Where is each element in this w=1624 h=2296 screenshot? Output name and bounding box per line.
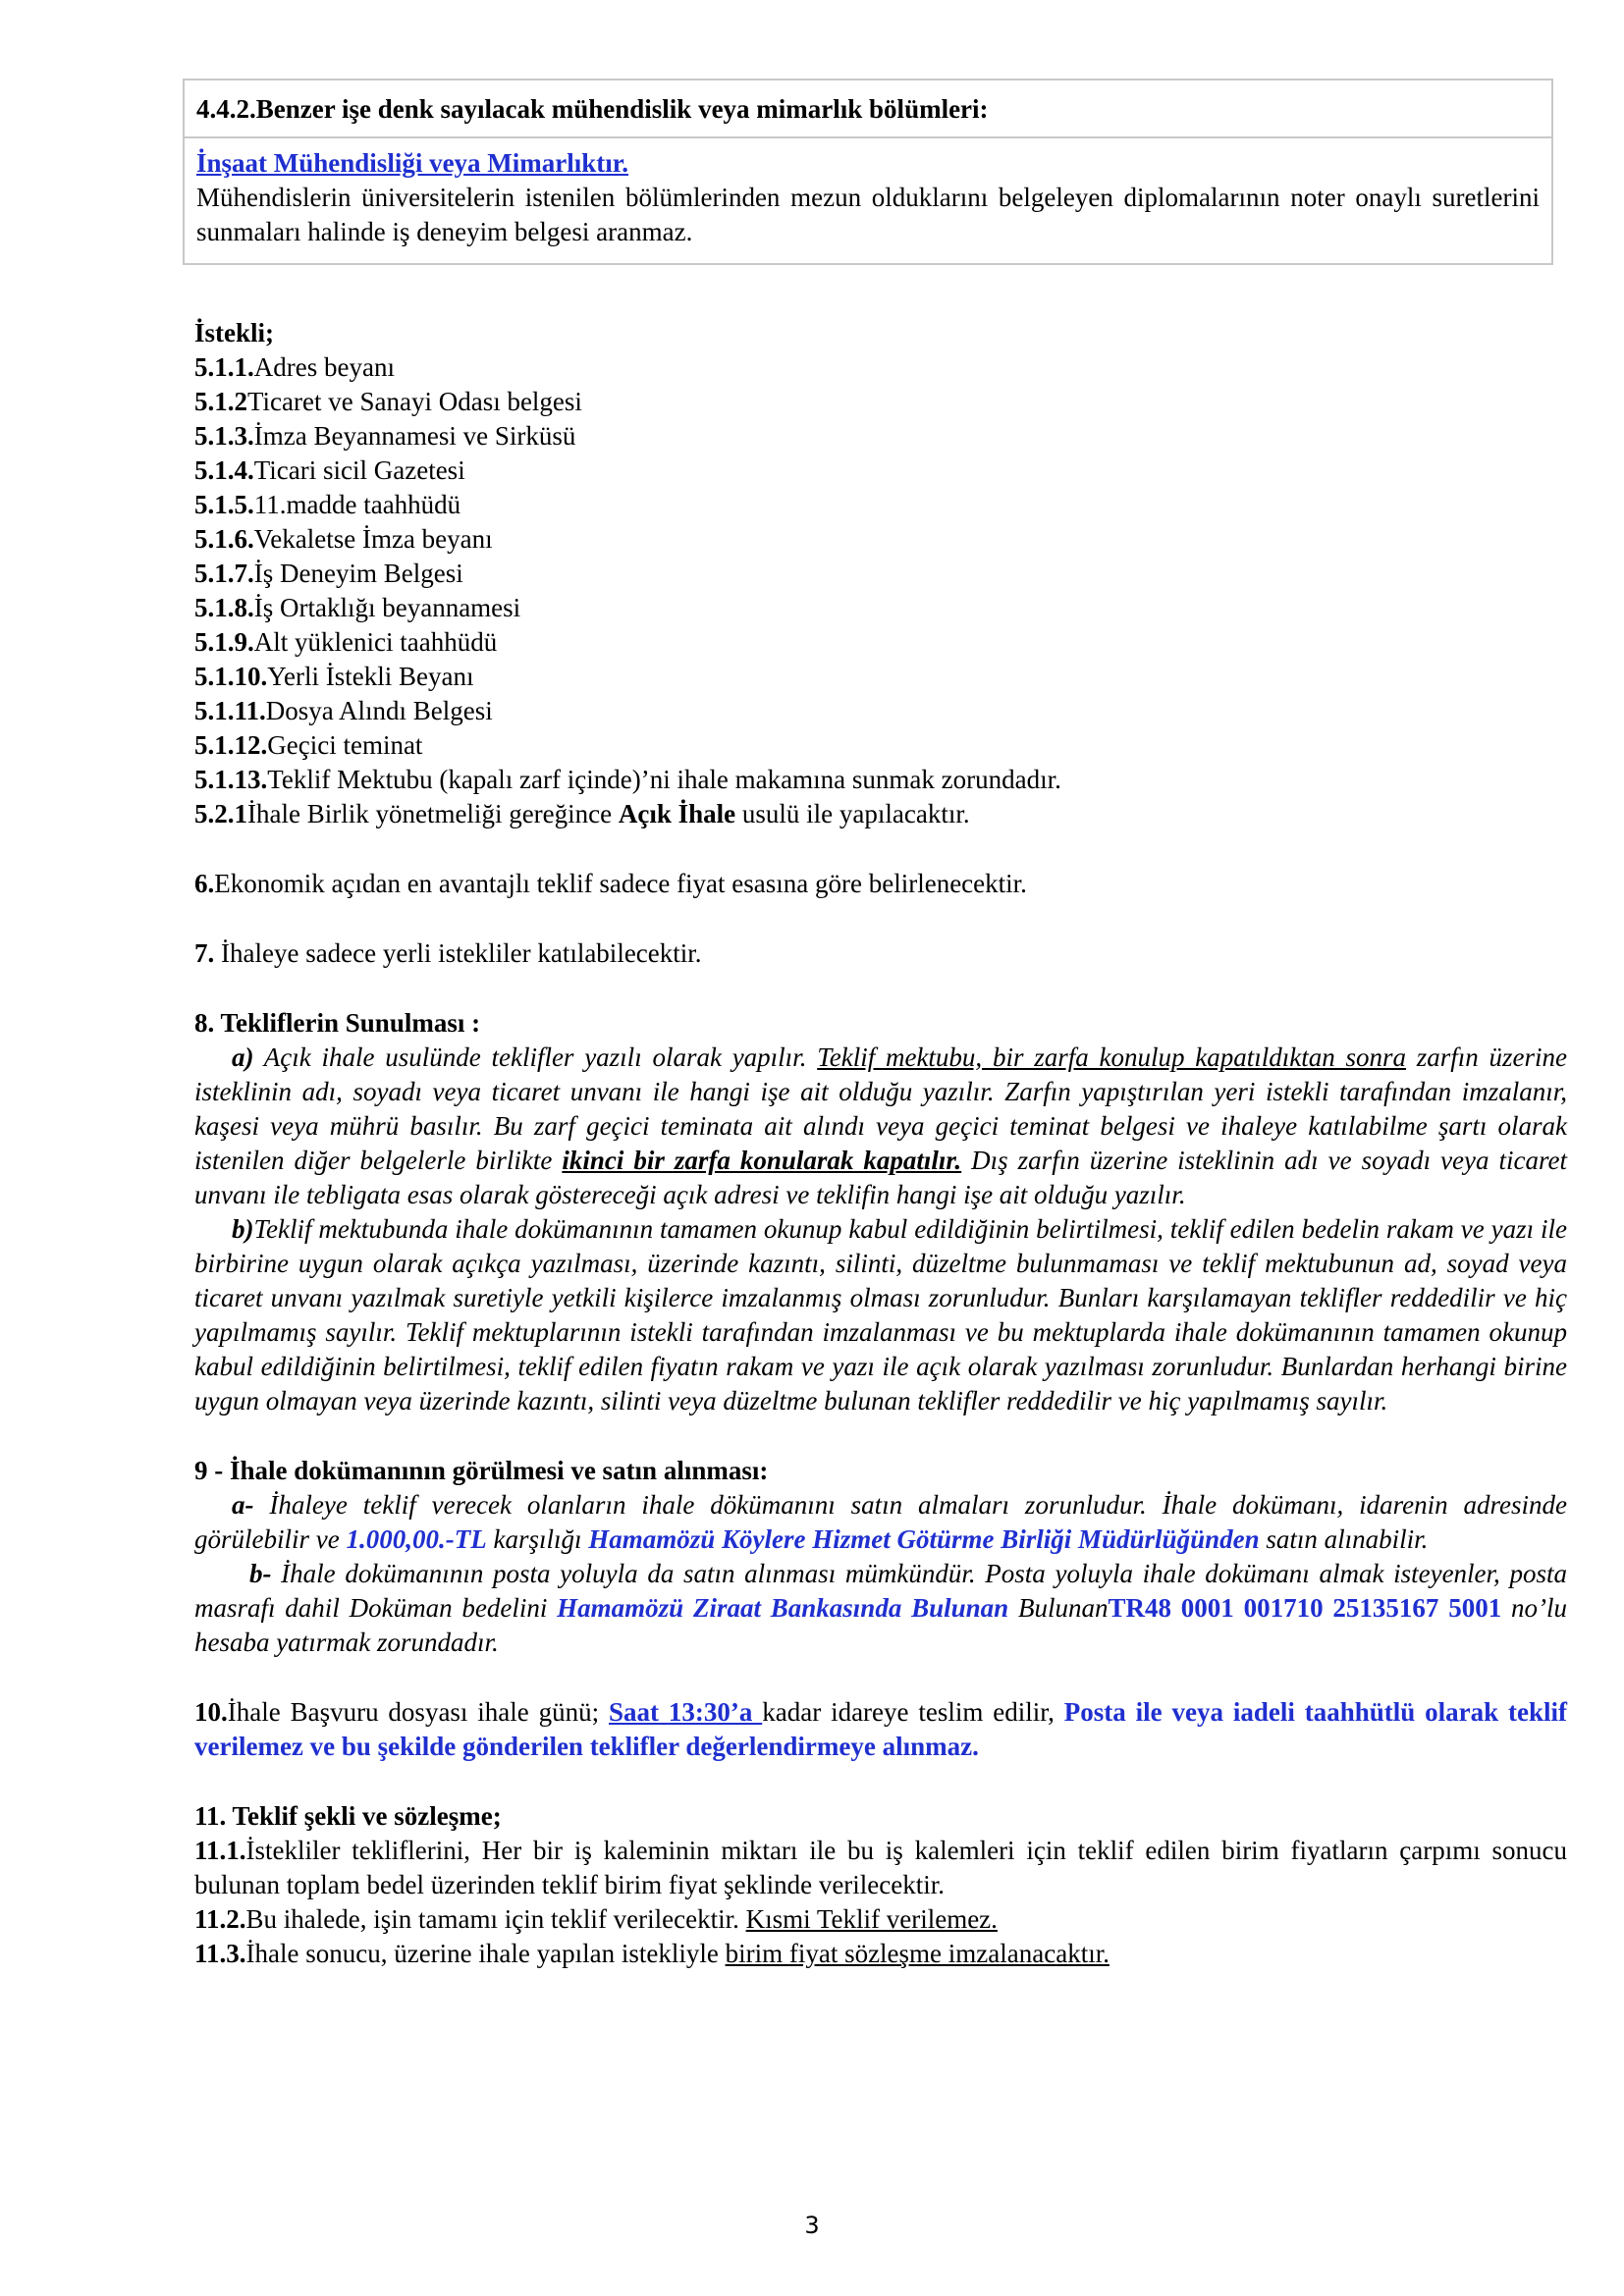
item-6: 6.Ekonomik açıdan en avantajlı teklif sadece fiyat esasına göre belirlenecektir. (194, 869, 1027, 898)
list-item: 5.1.12.Geçici teminat (194, 730, 423, 760)
item-11-3: 11.3.İhale sonucu, üzerine ihale yapılan istekliyle birim fiyat sözleşme imzalanacaktır. (194, 1939, 1110, 1968)
item-9-heading: 9 - İhale dokümanının görülmesi ve satın alınması: (194, 1456, 769, 1485)
list-item: 5.1.10.Yerli İstekli Beyanı (194, 662, 474, 691)
item-8-heading: 8. Tekliflerin Sunulması : (194, 1008, 481, 1038)
engineering-link[interactable]: İnşaat Mühendisliği veya Mimarlıktır. (196, 148, 629, 178)
deadline-time: Saat 13:30’a (609, 1697, 763, 1727)
item-11-2: 11.2.Bu ihalede, işin tamamı için teklif verilecektir. Kısmi Teklif verilemez. (194, 1904, 998, 1934)
list-item: 5.1.2Ticaret ve Sanayi Odası belgesi (194, 387, 582, 416)
list-item: 5.1.11.Dosya Alındı Belgesi (194, 696, 493, 725)
item-10: 10.İhale Başvuru dosyası ihale günü; Saat 13:30’a kadar idareye teslim edilir, Posta ile veya iadeli taahhütlü olarak teklif verilemez ve bu şekilde gönderilen teklifler değerlendirmeye alınmaz. (194, 1697, 1567, 1761)
section-442-box (183, 79, 1553, 265)
istekli-heading: İstekli; (194, 318, 274, 347)
item-7: 7. İhaleye sadece yerli istekliler katılabilecektir. (194, 938, 702, 968)
list-item: 5.1.7.İş Deneyim Belgesi (194, 559, 463, 588)
list-item: 5.1.6.Vekaletse İmza beyanı (194, 524, 493, 554)
section-442-body (185, 138, 1551, 263)
item-11-1: 11.1.İstekliler tekliflerini, Her bir iş kaleminin miktarı ile bu iş kalemleri için teklif edilen birim fiyatların çarpımı sonucu bulunan toplam bedel üzerinden teklif birim fiyat şeklinde verilecektir. (194, 1836, 1567, 1899)
list-item: 5.1.4.Ticari sicil Gazetesi (194, 455, 465, 485)
item-9-a: a- İhaleye teklif verecek olanların ihale dökümanını satın almaları zorunludur. İhale dokümanı, idarenin adresinde görülebilir ve 1.000,00.-TL karşılığı Hamamözü Köylere Hizmet Götürme Birliği Müdürlüğünden satın alınabilir. (194, 1490, 1567, 1554)
document-page (194, 79, 1567, 1971)
list-item-521: 5.2.1İhale Birlik yönetmeliği gereğince Açık İhale usulü ile yapılacaktır. (194, 799, 970, 828)
section-442-text: Mühendislerin üniversitelerin istenilen bölümlerinden mezun olduklarını belgeleyen diplomalarının noter onaylı suretlerini sunmaları halinde iş deneyim belgesi aranmaz. (196, 183, 1540, 246)
item-8-b: b)Teklif mektubunda ihale dokümanının tamamen okunup kabul edildiğinin belirtilmesi, teklif edilen bedelin rakam ve yazı ile birbirine uygun olarak açıkça yazılması, üzerinde kazıntı, silinti, düzeltme bulunmaması ve teklif mektubunun ad, soyad veya ticaret unvanı yazılmak suretiyle yetkili kişilerce imzalanmış olması zorunludur. Bunları karşılamayan teklifler reddedilir ve hiç yapılmamış sayılır. Teklif mektuplarının istekli tarafından imzalanması ve bu mektuplarda ihale dokümanının tamamen okunup kabul edildiğinin belirtilmesi, teklif edilen fiyatın rakam ve yazı ile açık olarak yazılması zorunludur. Bunlardan herhangi birine uygun olmayan veya üzerinde kazıntı, silinti veya düzeltme bulunan teklifler reddedilir ve hiç yapılmamış sayılır. (194, 1214, 1567, 1415)
list-item: 5.1.3.İmza Beyannamesi ve Sirküsü (194, 421, 576, 451)
item-11-heading: 11. Teklif şekli ve sözleşme; (194, 1801, 502, 1831)
list-item: 5.1.13.Teklif Mektubu (kapalı zarf içinde)’ni ihale makamına sunmak zorundadır. (194, 765, 1061, 794)
list-item: 5.1.9.Alt yüklenici taahhüdü (194, 627, 498, 657)
list-item: 5.1.1.Adres beyanı (194, 352, 395, 382)
item-9-b: b- İhale dokümanının posta yoluyla da satın alınması mümkündür. Posta yoluyla ihale dokümanı almak isteyenler, posta masrafı dahil Doküman bedelini Hamamözü Ziraat Bankasında Bulunan BulunanTR48 0001 001710 25135167 5001 no’lu hesaba yatırmak zorundadır. (194, 1559, 1567, 1657)
istekli-list (194, 350, 1567, 831)
list-item: 5.1.5.11.madde taahhüdü (194, 490, 461, 519)
item-8-a: a) Açık ihale usulünde teklifler yazılı olarak yapılır. Teklif mektubu, bir zarfa konulup kapatıldıktan sonra zarfın üzerine isteklinin adı, soyadı veya ticaret unvanı ile hangi işe ait olduğu yazılır. Zarfın yapıştırılan yeri istekli tarafından imzalanır, kaşesi veya mührü basılır. Bu zarf geçici teminata ait alındı veya geçici teminat belgesi ve ihaleye katılabilme şartı olarak istenilen diğer belgelerle birlikte ikinci bir zarfa konularak kapatılır. Dış zarfın üzerine isteklinin adı ve soyadı veya ticaret unvanı ile tebligata esas olarak göstereceği açık adresi ve teklifin hangi işe ait olduğu yazılır. (194, 1042, 1567, 1209)
list-item: 5.1.8.İş Ortaklığı beyannamesi (194, 593, 521, 622)
page-number: 3 (804, 2212, 820, 2239)
section-442-title: 4.4.2.Benzer işe denk sayılacak mühendislik veya mimarlık bölümleri: (185, 80, 1551, 138)
